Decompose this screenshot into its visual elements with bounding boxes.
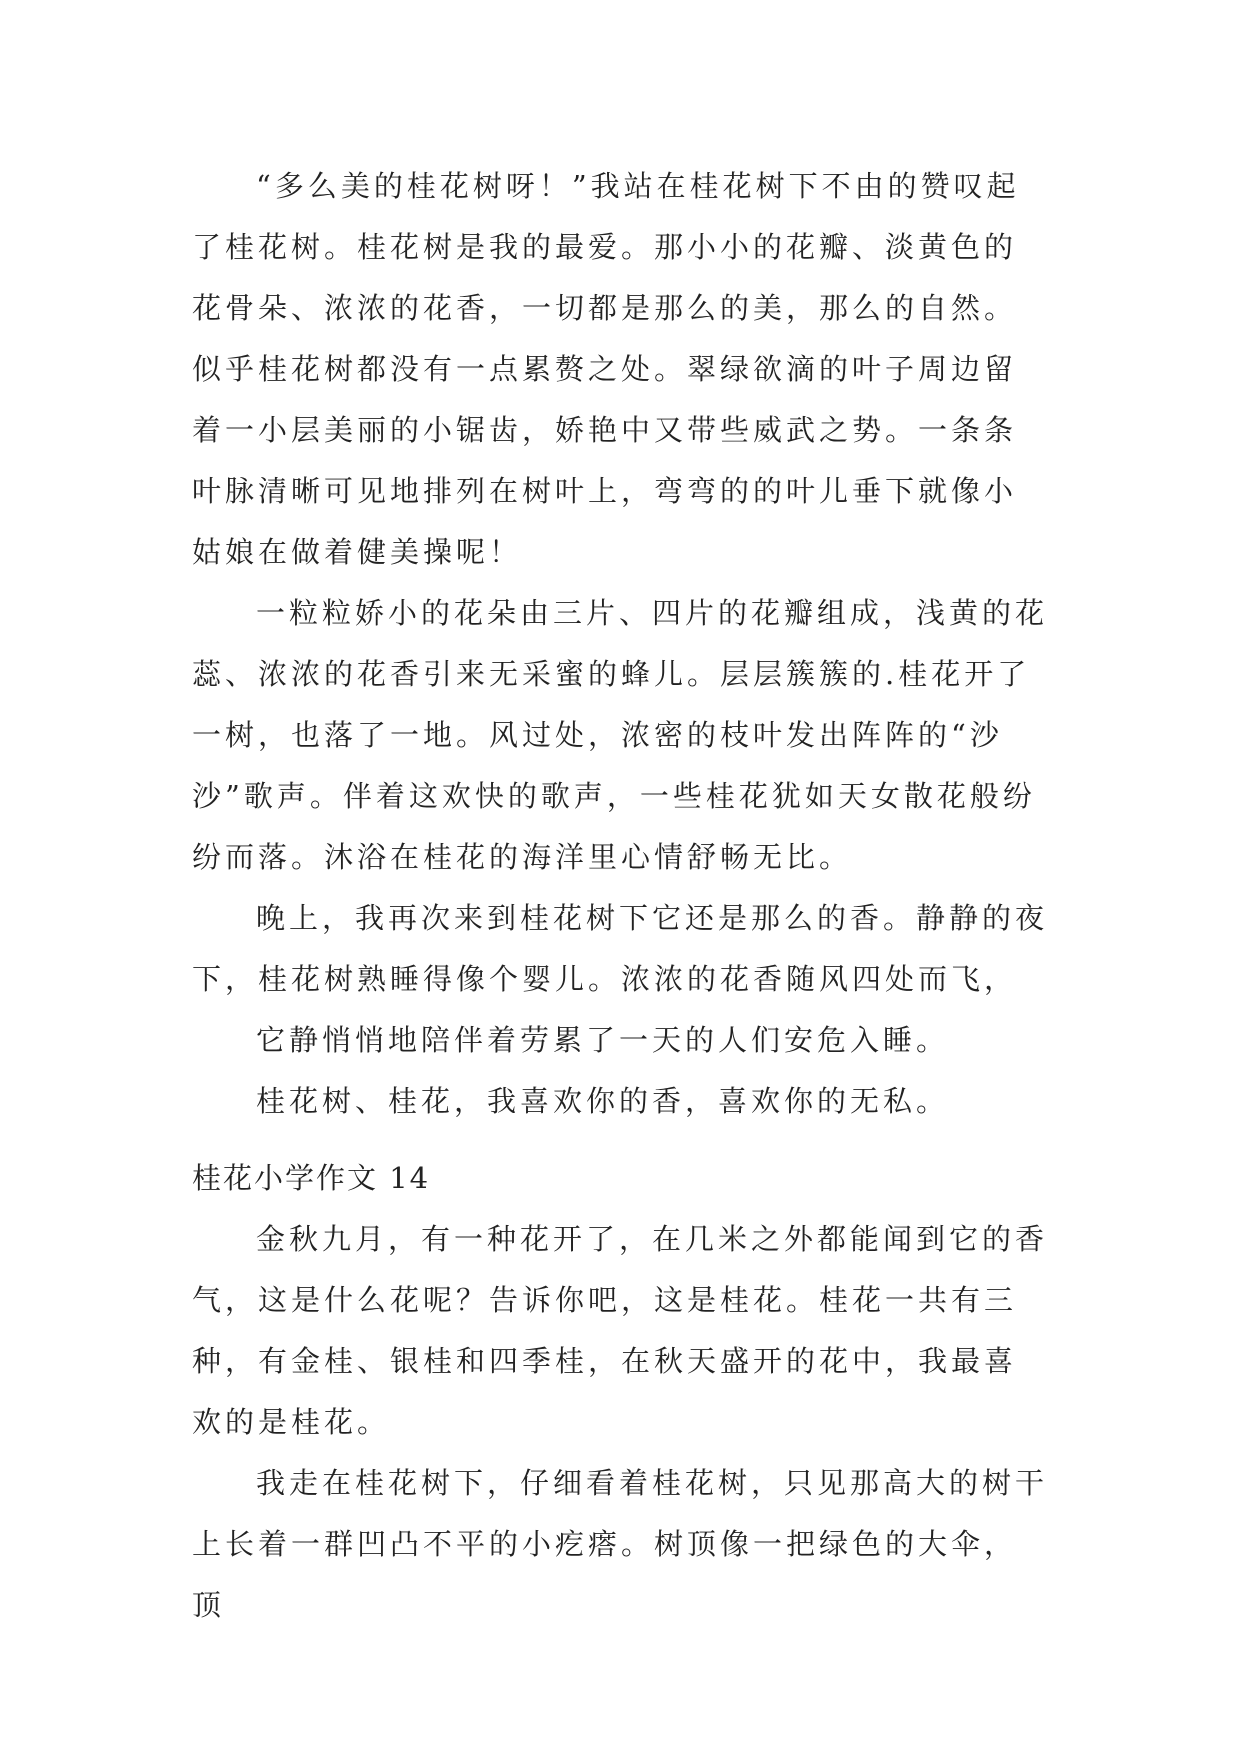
- paragraph: 它静悄悄地陪伴着劳累了一天的人们安危入睡。: [256, 1023, 950, 1057]
- paragraph: 桂花树、桂花，我喜欢你的香，喜欢你的无私。: [256, 1084, 950, 1118]
- essay-section-1: [192, 156, 1048, 1132]
- essay-section-2: [192, 1148, 1048, 1636]
- paragraph: 一粒粒娇小的花朵由三片、四片的花瓣组成，浅黄的花蕊、浓浓的花香引来无采蜜的蜂儿。层层簇簇的.桂花开了一树，也落了一地。风过处，浓密的枝叶发出阵阵的“沙沙”歌声。伴着这欢快的歌声，一些桂花犹如天女散花般纷纷而落。沐浴在桂花的海洋里心情舒畅无比。: [192, 596, 1049, 874]
- paragraph: 我走在桂花树下，仔细看着桂花树，只见那高大的树干上长着一群凹凸不平的小疙瘩。树顶像一把绿色的大伞，顶: [192, 1466, 1049, 1622]
- paragraph: 晚上，我再次来到桂花树下它还是那么的香。静静的夜下，桂花树熟睡得像个婴儿。浓浓的花香随风四处而飞，: [192, 901, 1049, 996]
- paragraph: 金秋九月，有一种花开了，在几米之外都能闻到它的香气，这是什么花呢？告诉你吧，这是桂花。桂花一共有三种，有金桂、银桂和四季桂，在秋天盛开的花中，我最喜欢的是桂花。: [192, 1222, 1049, 1439]
- essay-title: 桂花小学作文 14: [192, 1161, 431, 1195]
- paragraph: “多么美的桂花树呀！”我站在桂花树下不由的赞叹起了桂花树。桂花树是我的最爱。那小小的花瓣、淡黄色的花骨朵、浓浓的花香，一切都是那么的美，那么的自然。似乎桂花树都没有一点累赘之处。翠绿欲滴的叶子周边留着一小层美丽的小锯齿，娇艳中又带些威武之势。一条条叶脉清晰可见地排列在树叶上，弯弯的的叶儿垂下就像小姑娘在做着健美操呢！: [192, 169, 1020, 569]
